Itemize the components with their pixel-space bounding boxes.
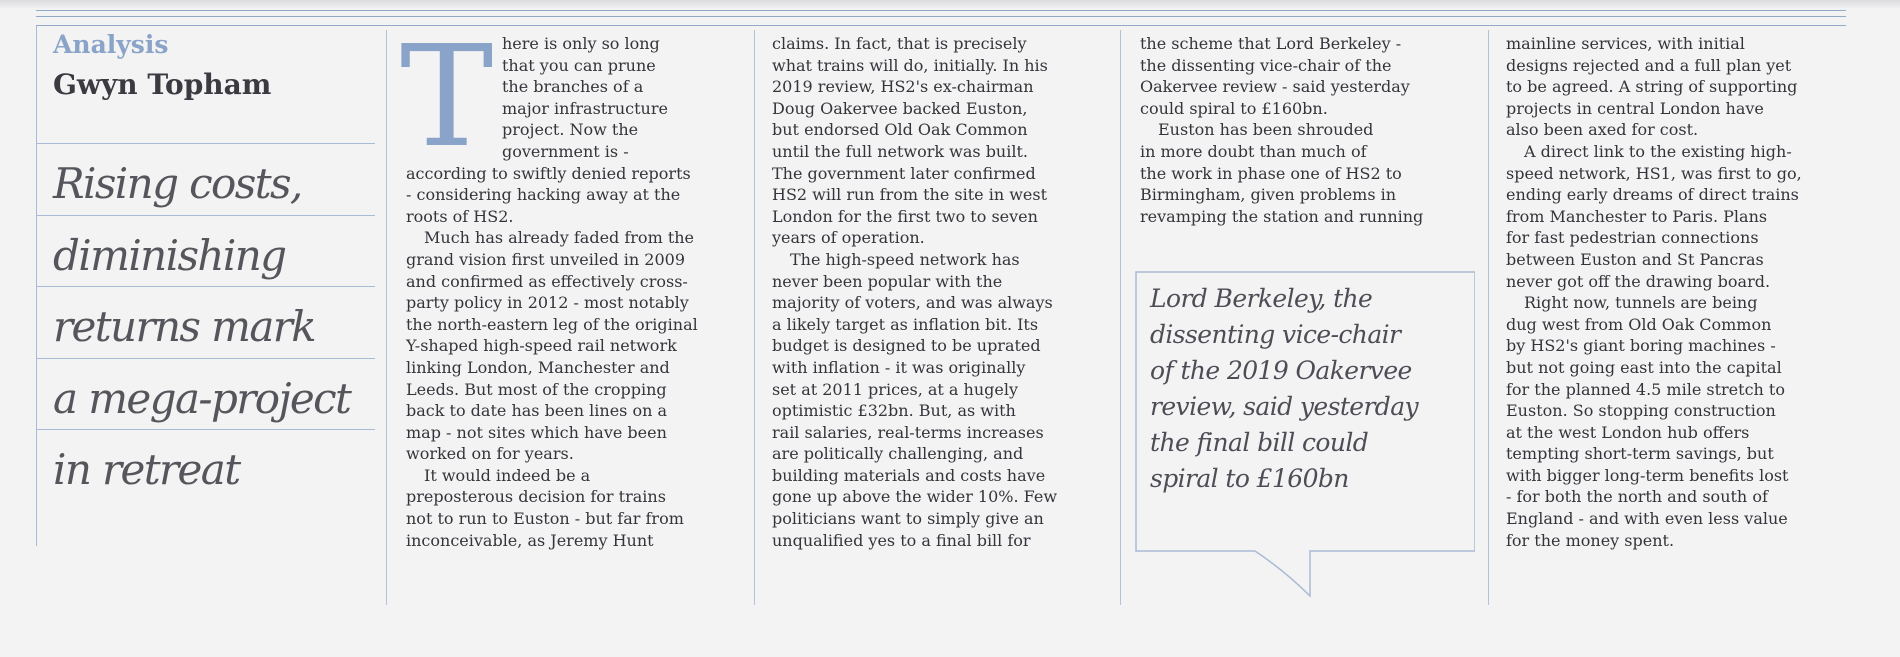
body-line: Birmingham, given problems in bbox=[1140, 185, 1397, 205]
column-rule bbox=[1120, 30, 1121, 605]
body-line: roots of HS2. bbox=[406, 206, 514, 226]
body-line: for the money spent. bbox=[1506, 530, 1675, 550]
body-line: claims. In fact, that is precisely bbox=[772, 34, 1027, 53]
body-line: for fast pedestrian connections bbox=[1506, 228, 1759, 248]
headline-line: Rising costs, bbox=[53, 159, 302, 208]
body-line: between Euston and St Pancras bbox=[1506, 249, 1764, 269]
body-line: It would indeed be a bbox=[424, 465, 591, 485]
body-line: - considering hacking away at the bbox=[406, 185, 681, 205]
body-line: unqualified yes to a final bill for bbox=[772, 530, 1031, 550]
body-line: never been popular with the bbox=[772, 271, 1003, 291]
body-line: from Manchester to Paris. Plans bbox=[1506, 206, 1768, 226]
body-paragraph bbox=[772, 249, 1112, 551]
body-line: inconceivable, as Jeremy Hunt bbox=[406, 530, 654, 550]
body-line: Doug Oakervee backed Euston, bbox=[772, 98, 1028, 118]
body-line: to be agreed. A string of supporting bbox=[1506, 77, 1798, 97]
body-line: also been axed for cost. bbox=[1506, 120, 1699, 140]
body-line: in more doubt than much of bbox=[1140, 141, 1367, 161]
body-line: the scheme that Lord Berkeley - bbox=[1140, 34, 1402, 53]
body-line: and confirmed as effectively cross- bbox=[406, 271, 688, 291]
body-line: politicians want to simply give an bbox=[772, 509, 1044, 529]
body-line: what trains will do, initially. In his bbox=[772, 55, 1048, 75]
body-line: back to date has been lines on a bbox=[406, 401, 668, 421]
body-line: for the planned 4.5 mile stretch to bbox=[1506, 379, 1785, 399]
body-line: England - and with even less value bbox=[1506, 509, 1788, 529]
body-line: building materials and costs have bbox=[772, 465, 1046, 485]
body-column-1 bbox=[406, 33, 746, 551]
body-line: with inflation - it was originally bbox=[772, 357, 1026, 377]
body-line: grand vision first unveiled in 2009 bbox=[406, 249, 685, 269]
body-line: gone up above the wider 10%. Few bbox=[772, 487, 1058, 507]
body-line: The government later confirmed bbox=[772, 163, 1036, 183]
pull-quote-line: the final bill could bbox=[1150, 428, 1369, 457]
body-paragraph bbox=[406, 33, 746, 227]
body-line: linking London, Manchester and bbox=[406, 357, 670, 377]
body-line: not to run to Euston - but far from bbox=[406, 509, 684, 529]
body-line: at the west London hub offers bbox=[1506, 422, 1750, 442]
body-line: the north-eastern leg of the original bbox=[406, 314, 698, 334]
body-line: project. Now the bbox=[502, 120, 639, 140]
body-line: the work in phase one of HS2 to bbox=[1140, 163, 1402, 183]
headline-line: a mega-project bbox=[53, 373, 351, 423]
body-line: never got off the drawing board. bbox=[1506, 271, 1771, 291]
body-line: London for the first two to seven bbox=[772, 206, 1038, 226]
body-line: Euston. So stopping construction bbox=[1506, 401, 1776, 421]
headline bbox=[53, 148, 383, 506]
body-line: with bigger long-term benefits lost bbox=[1506, 465, 1789, 485]
body-line: Much has already faded from the bbox=[424, 228, 695, 248]
body-line: worked on for years. bbox=[406, 444, 574, 464]
body-paragraph bbox=[1506, 33, 1846, 141]
body-line: designs rejected and a full plan yet bbox=[1506, 55, 1792, 75]
body-line: A direct link to the existing high- bbox=[1524, 141, 1792, 161]
body-line: until the full network was built. bbox=[772, 141, 1028, 161]
body-line: majority of voters, and was always bbox=[772, 293, 1053, 313]
headline-line: diminishing bbox=[53, 230, 286, 280]
column-rule bbox=[386, 30, 387, 605]
drop-cap: T bbox=[400, 16, 494, 179]
pull-quote-box bbox=[1135, 271, 1475, 551]
pull-quote-line: of the 2019 Oakervee bbox=[1150, 356, 1412, 385]
body-line: Oakervee review - said yesterday bbox=[1140, 77, 1410, 97]
body-line: here is only so long bbox=[502, 34, 660, 53]
column-rule bbox=[1488, 30, 1489, 605]
body-line: dug west from Old Oak Common bbox=[1506, 314, 1772, 334]
body-column-4 bbox=[1506, 33, 1846, 551]
body-line: according to swiftly denied reports bbox=[406, 163, 691, 183]
body-line: Leeds. But most of the cropping bbox=[406, 379, 667, 399]
body-column-3 bbox=[1140, 33, 1480, 227]
body-line: mainline services, with initial bbox=[1506, 34, 1745, 53]
pull-quote bbox=[1150, 281, 1470, 497]
top-rules bbox=[36, 10, 1846, 26]
body-line: preposterous decision for trains bbox=[406, 487, 666, 507]
body-line: the dissenting vice-chair of the bbox=[1140, 55, 1392, 75]
body-line: years of operation. bbox=[772, 228, 925, 248]
headline-rule bbox=[37, 143, 375, 144]
body-line: that you can prune bbox=[502, 55, 656, 75]
body-line: - for both the north and south of bbox=[1506, 487, 1768, 507]
body-line: optimistic £32bn. But, as with bbox=[772, 401, 1016, 421]
body-column-2 bbox=[772, 33, 1112, 551]
body-line: tempting short-term savings, but bbox=[1506, 444, 1774, 464]
body-line: Right now, tunnels are being bbox=[1524, 293, 1758, 313]
byline: Gwyn Topham bbox=[53, 68, 272, 101]
body-paragraph bbox=[772, 33, 1112, 249]
body-paragraph bbox=[406, 227, 746, 465]
body-line: set at 2011 prices, at a hugely bbox=[772, 379, 1019, 399]
pull-quote-line: spiral to £160bn bbox=[1150, 464, 1349, 493]
body-line: party policy in 2012 - most notably bbox=[406, 293, 689, 313]
section-kicker: Analysis bbox=[53, 30, 169, 59]
body-line: major infrastructure bbox=[502, 98, 668, 118]
body-paragraph bbox=[1506, 292, 1846, 551]
pull-quote-line: dissenting vice-chair bbox=[1150, 320, 1401, 349]
body-line: are politically challenging, and bbox=[772, 444, 1024, 464]
body-line: rail salaries, real-terms increases bbox=[772, 422, 1044, 442]
body-line: by HS2's giant boring machines - bbox=[1506, 336, 1776, 356]
body-paragraph bbox=[1140, 119, 1480, 227]
scan-edge bbox=[0, 0, 1900, 8]
body-line: map - not sites which have been bbox=[406, 422, 667, 442]
body-line: The high-speed network has bbox=[790, 249, 1020, 269]
body-line: a likely target as inflation bit. Its bbox=[772, 314, 1039, 334]
headline-line: in retreat bbox=[53, 445, 240, 494]
body-line: speed network, HS1, was first to go, bbox=[1506, 163, 1802, 183]
body-paragraph bbox=[1140, 33, 1480, 119]
headline-line: returns mark bbox=[53, 302, 316, 351]
body-line: could spiral to £160bn. bbox=[1140, 98, 1328, 118]
body-line: budget is designed to be uprated bbox=[772, 336, 1041, 356]
body-line: HS2 will run from the site in west bbox=[772, 185, 1048, 205]
body-line: projects in central London have bbox=[1506, 98, 1764, 118]
pull-quote-line: Lord Berkeley, the bbox=[1150, 284, 1373, 313]
body-line: but not going east into the capital bbox=[1506, 357, 1782, 377]
pull-quote-line: review, said yesterday bbox=[1150, 392, 1419, 421]
body-line: 2019 review, HS2's ex-chairman bbox=[772, 77, 1034, 97]
body-line: the branches of a bbox=[502, 77, 644, 97]
body-line: Euston has been shrouded bbox=[1158, 120, 1374, 140]
headline-column bbox=[36, 26, 375, 546]
body-paragraph bbox=[1506, 141, 1846, 292]
body-paragraph bbox=[406, 465, 746, 551]
body-line: government is - bbox=[502, 141, 629, 161]
column-rule bbox=[754, 30, 755, 605]
body-line: revamping the station and running bbox=[1140, 206, 1424, 226]
body-line: but endorsed Old Oak Common bbox=[772, 120, 1028, 140]
body-line: Y-shaped high-speed rail network bbox=[406, 336, 677, 356]
body-line: ending early dreams of direct trains bbox=[1506, 185, 1799, 205]
